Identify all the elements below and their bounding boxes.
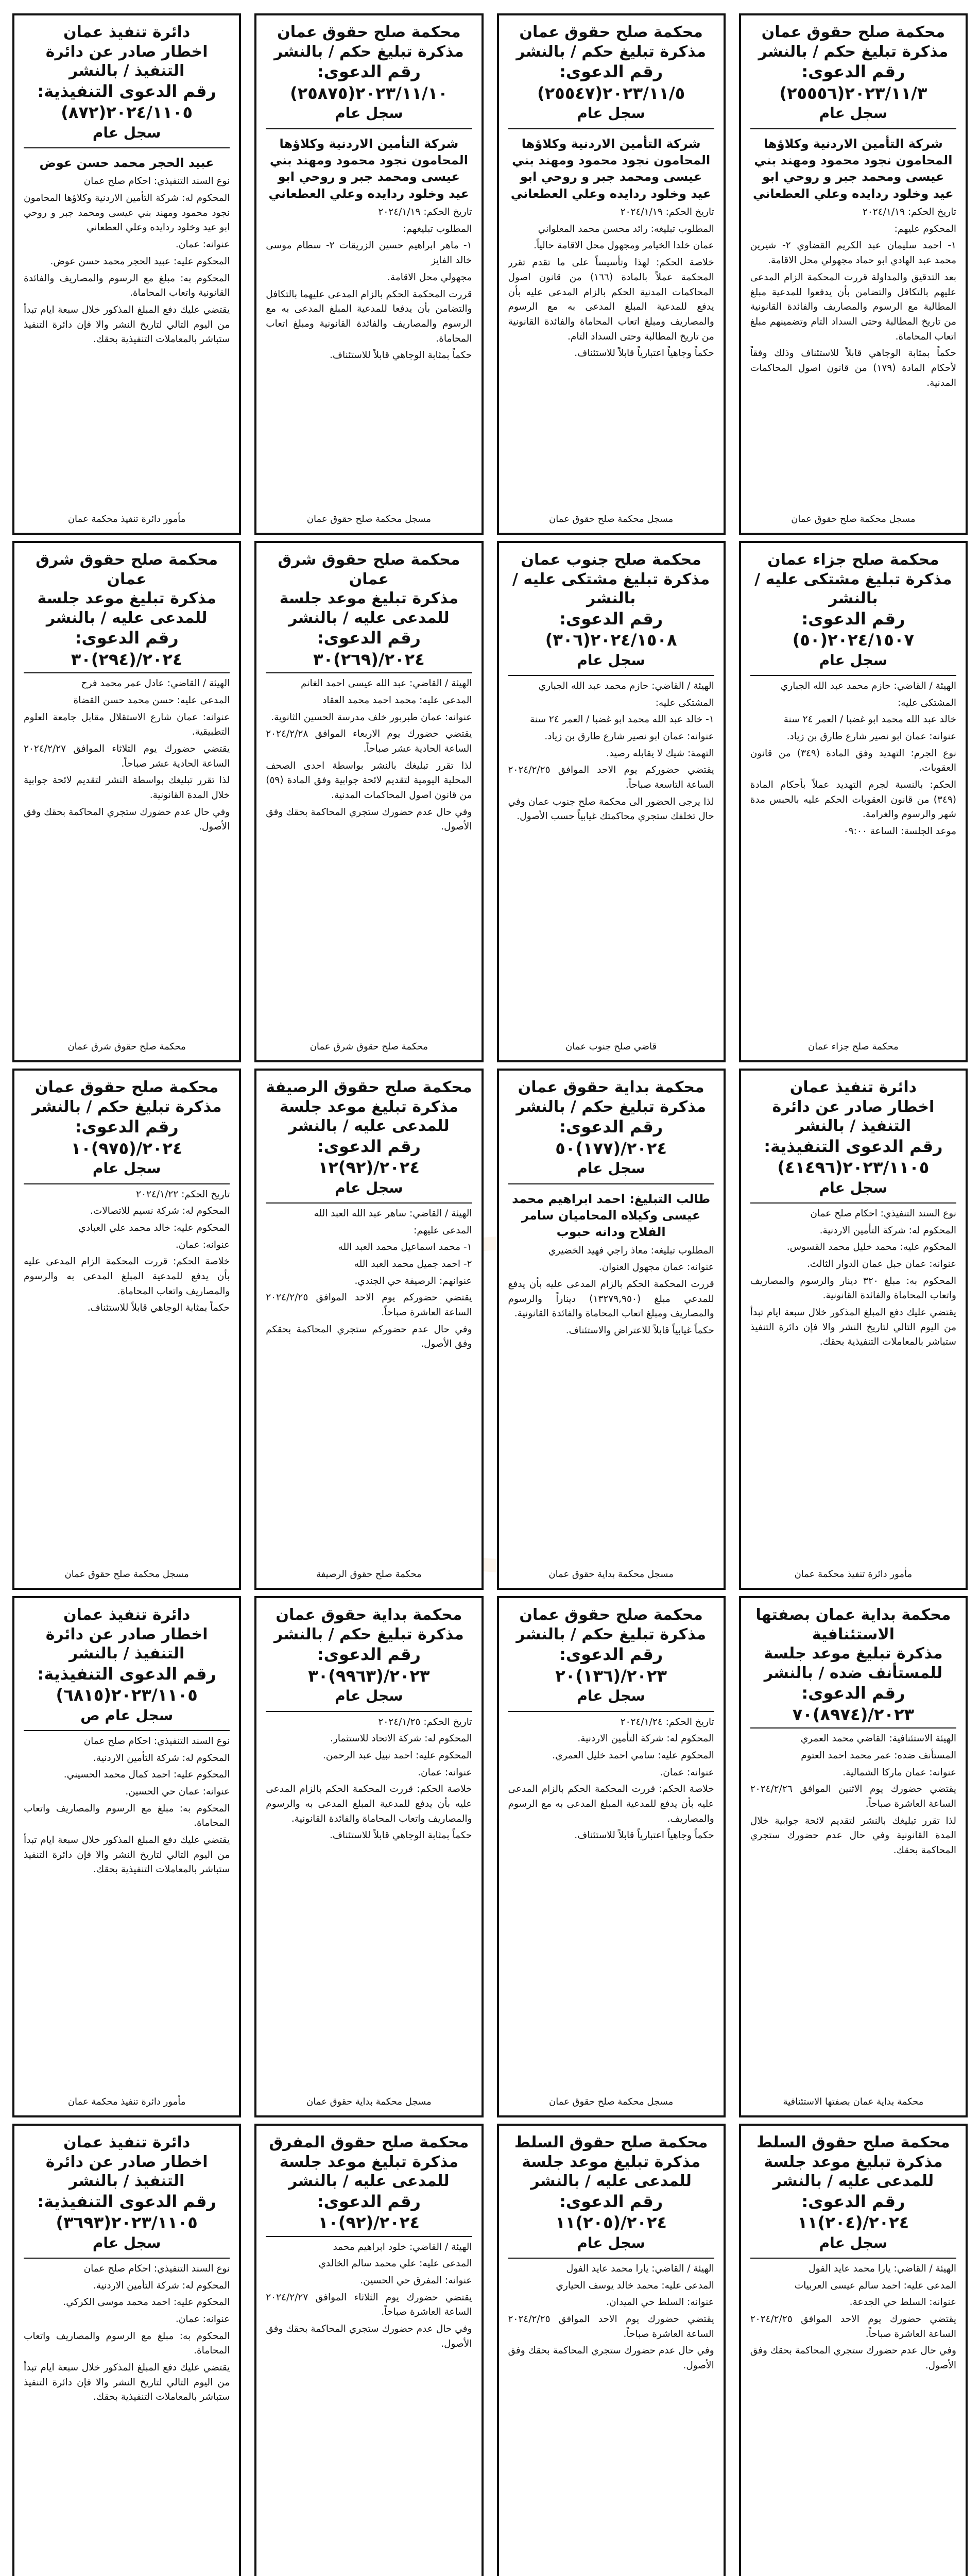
- notice-type: مذكرة تبليغ موعد جلسة للمدعى عليه / بالنشر: [37, 589, 216, 627]
- notice-paragraph: حكماً وجاهياً اعتبارياً قابلاً للاستئناف.: [574, 1830, 714, 1841]
- notice-organization: محكمة بداية حقوق عمان: [518, 1078, 704, 1096]
- notice-paragraph: المحكوم له: شركة التأمين الاردنية.: [819, 1225, 956, 1236]
- notice-type: مذكرة تبليغ حكم / بالنشر: [516, 42, 707, 61]
- notice-paragraph: الهيئة / القاضي: عبد الله عيسى احمد الغانم: [301, 678, 472, 689]
- notice-type: اخطار صادر عن دائرة التنفيذ / بالنشر: [772, 1097, 935, 1135]
- notice-paragraph: المدعى عليه: حسن محمد حسن القضاة: [73, 694, 230, 706]
- notice-paragraph: مجهولي محل الاقامة.: [387, 272, 472, 283]
- notice-paragraph: تاريخ الحكم: ٢٠٢٤/١/١٩: [620, 207, 714, 218]
- notice-register: سجل عام: [577, 105, 645, 122]
- notice-type: مذكرة تبليغ موعد جلسة للمستأنف ضده / بالنشر: [764, 1645, 943, 1682]
- notice-signature: محكمة بداية عمان بصفتها الاستئنافية: [783, 2096, 924, 2107]
- notice-paragraph: المحكوم عليه: عبيد الحجر محمد حسن عوض.: [50, 256, 230, 267]
- notice-paragraph: نوع السند التنفيذي: احكام صلح عمان: [83, 176, 230, 187]
- notice-signature: مسجل محكمة صلح حقوق عمان: [64, 1568, 189, 1580]
- legal-notice: [12, 1069, 241, 1590]
- notice-paragraph: خالد عبد الله محمد ابو غضبا / العمر ٢٤ سنة: [783, 714, 956, 725]
- notice-paragraph: المحكوم عليه: احمد كمال محمد الحسيني.: [63, 1769, 230, 1781]
- notice-case-number: رقم الدعوى: ٢٠٢٣/(٨٩٧٤)٧٠: [792, 1683, 914, 1724]
- legal-notice: [12, 1596, 241, 2117]
- notice-body: [750, 1207, 956, 1565]
- notice-paragraph: تاريخ الحكم: ٢٠٢٤/١/٢٢: [136, 1189, 230, 1200]
- notice-paragraph: يقتضي عليك دفع المبلغ المذكور خلال سبعة ايام تبدأ من اليوم التالي لتاريخ النشر والا فإن دائرة التنفيذ ستباشر بالمعاملات التنفيذية بحقك.: [24, 2362, 230, 2403]
- legal-notice: [497, 1596, 726, 2117]
- notice-type: مذكرة تبليغ حكم / بالنشر: [273, 1625, 464, 1643]
- notice-paragraph: نوع السند التنفيذي: احكام صلح عمان: [83, 1736, 230, 1747]
- notice-register: سجل عام: [92, 2234, 161, 2251]
- notice-organization: محكمة صلح جزاء عمان: [767, 551, 939, 569]
- notice-paragraph: يقتضي حضورك يوم الثلاثاء الموافق ٢٠٢٤/٢/٢٧ الساعة العاشرة صباحاً.: [266, 2292, 472, 2318]
- notice-paragraph: ١- محمد اسماعيل محمد العبد الله: [338, 1242, 472, 1253]
- notice-case-number: رقم الدعوى: ٢٠٢٣/١١/٥(٢٥٥٤٧): [537, 62, 685, 103]
- notice-register: سجل عام: [577, 2234, 645, 2251]
- notice-organization: محكمة بداية حقوق عمان: [276, 1606, 462, 1624]
- notice-type: مذكرة تبليغ حكم / بالنشر: [273, 42, 464, 61]
- notice-paragraph: عنوانه: عمان ابو نصير شارع طارق بن زياد.: [786, 731, 956, 742]
- divider: [750, 1727, 956, 1728]
- notice-paragraph: يقتضي عليك دفع المبلغ المذكور خلال سبعة ايام تبدأ من اليوم التالي لتاريخ النشر والا فإن دائرة التنفيذ ستباشر بالمعاملات التنفيذية بحقك.: [24, 304, 230, 345]
- notice-paragraph: عنوانه: عمان.: [175, 1239, 230, 1250]
- notice-paragraph: عنوانهم: الرصيفة حي الجندي.: [354, 1275, 472, 1286]
- notice-signature: مسجل محكمة بداية حقوق عمان: [306, 2096, 432, 2107]
- notice-case-number: رقم الدعوى: ٢٠٢٤/١٥٠٧(٥٠): [792, 608, 914, 650]
- notice-organization: محكمة صلح حقوق عمان: [519, 23, 703, 41]
- divider: [508, 675, 714, 676]
- notice-register: سجل عام: [819, 651, 888, 669]
- legal-notice: [254, 541, 483, 1062]
- notice-paragraph: نوع الجرم: التهديد وفق المادة (٣٤٩) من قانون العقوبات.: [750, 748, 956, 774]
- notice-paragraph: الهيئة الاستئنافية: القاضي محمد العمري: [800, 1733, 956, 1744]
- notice-signature: محكمة صلح جزاء عمان: [808, 1041, 899, 1052]
- notice-paragraph: تاريخ الحكم: ٢٠٢٤/١/٢٥: [378, 1716, 472, 1727]
- notice-paragraph: حكماً بمثابة الوجاهي قابلاً للاستئناف.: [87, 1302, 230, 1314]
- notice-organization: محكمة صلح حقوق المفرق: [269, 2133, 469, 2151]
- notice-paragraph: ١- ماهر ابراهيم حسين الزريقات ٢- سطام موسى خالد الفايز: [266, 240, 472, 266]
- notice-paragraph: لذا تقرر تبليغك بالنشر بواسطة احدى الصحف المحلية اليومية لتقديم لائحة جوابية وفق المادة (٥٩) من قانون اصول المحاكمات المدنية.: [266, 760, 472, 801]
- notice-paragraph: الهيئة / القاضي: عادل عمر محمد فرح: [81, 678, 230, 689]
- notice-paragraph: تاريخ الحكم: ٢٠٢٤/١/١٩: [378, 207, 472, 218]
- notice-case-number: رقم الدعوى: ٢٠٢٤/(٢٩٤)٣٠: [71, 628, 183, 669]
- notice-paragraph: يقتضي حضورك يوم الاثنين الموافق ٢٠٢٤/٢/٢٦ الساعة العاشرة صباحاً.: [750, 1784, 956, 1809]
- notice-paragraph: الحكم: بالنسبة لجرم التهديد عملاً بأحكام المادة (٣٤٩) من قانون العقوبات الحكم عليه بالحبس مدة شهر والرسوم والغرامة.: [750, 779, 956, 820]
- notice-paragraph: عنوانه: عمان جبل عمان الدوار الثالث.: [806, 1259, 956, 1270]
- notice-case-number: رقم الدعوى: ٢٠٢٤/(٩٧٥)١٠: [71, 1117, 183, 1158]
- notice-body: [750, 2262, 956, 2576]
- notice-signature: مسجل محكمة صلح حقوق عمان: [548, 513, 674, 524]
- notice-organization: محكمة صلح حقوق عمان: [35, 1078, 219, 1096]
- notice-paragraph: عنوانه: عمان شارع الاستقلال مقابل جامعة العلوم التطبيقية.: [24, 711, 230, 738]
- notice-paragraph: ٢- احمد جميل محمد العبد الله: [354, 1259, 472, 1270]
- notice-body: [508, 205, 714, 510]
- notice-paragraph: تاريخ الحكم: ٢٠٢٤/١/٢٤: [620, 1716, 714, 1727]
- notice-register: سجل عام: [335, 105, 403, 122]
- notice-case-number: رقم الدعوى: ٢٠٢٤/(٩٢)١٠: [317, 2191, 421, 2233]
- notice-type: مذكرة تبليغ حكم / بالنشر: [516, 1097, 707, 1116]
- notice-paragraph: نوع السند التنفيذي: احكام صلح عمان: [83, 2263, 230, 2275]
- notice-paragraph: عنوانه: عمان طبربور خلف مدرسة الحسين الثانوية.: [271, 711, 472, 723]
- notice-signature: مسجل محكمة صلح حقوق عمان: [791, 513, 916, 524]
- divider: [750, 128, 956, 129]
- notice-body: [266, 1715, 472, 2092]
- divider: [24, 2258, 230, 2259]
- notice-case-number: رقم الدعوى: ٢٠٢٣/(١٣٦)٢٠: [555, 1645, 667, 1686]
- notice-paragraph: المحكوم له: شركة التأمين الاردنية وكلاؤها المحامون نجود محمود ومهند بني عيسى ومحمد جبر و روحي ابو عيد وخلود ردايده وعلي العطعاني: [24, 193, 230, 233]
- notice-register: سجل عام: [335, 1687, 403, 1705]
- notice-organization: دائرة تنفيذ عمان: [63, 2133, 191, 2151]
- divider: [508, 1711, 714, 1712]
- notice-paragraph: حكماً بمثابة الوجاهي قابلاً للاستئناف وذلك وفقاً لأحكام المادة (١٧٩) من قانون اصول المحاكمات المدنية.: [750, 348, 956, 388]
- notice-paragraph: عنوانه: عمان مجهول العنوان.: [598, 1262, 714, 1273]
- notice-case-number: رقم الدعوى: ٢٠٢٣/١١/١٠(٢٥٨٧٥): [290, 62, 448, 103]
- notice-signature: مأمور دائرة تنفيذ محكمة عمان: [794, 1568, 913, 1580]
- notice-paragraph: يقتضي حضوركم يوم الاحد الموافق ٢٠٢٤/٢/٢٥ الساعة العاشرة صباحاً.: [266, 1292, 472, 1318]
- divider: [750, 1202, 956, 1204]
- legal-notice: [739, 13, 968, 535]
- notice-paragraph: الهيئة / القاضي: حازم محمد عبد الله الجباري: [538, 681, 714, 692]
- notice-organization: محكمة صلح حقوق شرق عمان: [278, 551, 460, 588]
- notice-paragraph: حكماً وجاهياً اعتبارياً قابلاً للاستئناف.: [574, 348, 714, 359]
- divider: [24, 1730, 230, 1731]
- notice-paragraph: المدعى عليهم:: [414, 1225, 472, 1236]
- notice-paragraph: بعد التدقيق والمداولة قررت المحكمة الزام المدعى عليهم بالتكافل والتضامن بأن يدفعوا للمدعية مبلغ المطالبة مع الرسوم والمصاريف والفائدة القانونية من تاريخ المطالبة وحتى السداد التام وتضمينهم مبلغ اتعاب المحاماة.: [750, 272, 956, 342]
- notice-organization: دائرة تنفيذ عمان: [63, 23, 191, 41]
- notice-paragraph: يقتضي حضوركم يوم الاحد الموافق ٢٠٢٤/٢/٢٥ الساعة التاسعة صباحاً.: [508, 765, 714, 791]
- notice-organization: محكمة صلح حقوق السلط: [514, 2133, 708, 2151]
- notice-case-number: رقم الدعوى التنفيذية: ٢٠٢٣/١١٠٥(٤١٤٩٦): [764, 1136, 943, 1178]
- notice-paragraph: التهمة: شيك لا يقابله رصيد.: [606, 748, 714, 759]
- notice-body: [750, 679, 956, 1037]
- notice-body: [24, 676, 230, 1037]
- notice-paragraph: الهيئة / القاضي: يارا محمد عايد الفول: [809, 2263, 956, 2275]
- legal-notice: [497, 541, 726, 1062]
- notice-body: [508, 679, 714, 1037]
- notice-signature: مسجل محكمة صلح حقوق عمان: [306, 513, 432, 524]
- notice-type: مذكرة تبليغ مشتكى عليه / بالنشر: [754, 570, 952, 607]
- legal-notice: [12, 13, 241, 535]
- notice-paragraph: الهيئة / القاضي: يارا محمد عايد الفول: [566, 2263, 714, 2275]
- notice-body: [266, 205, 472, 510]
- notice-paragraph: لذا تقرر تبليغك بالنشر لتقديم لائحة جوابية خلال المدة القانونية وفي حال عدم حضورك ستجري المحاكمة بحقك.: [750, 1815, 956, 1856]
- legal-notice: [254, 1596, 483, 2117]
- notice-paragraph: قررت المحكمة الحكم بالزام المدعى عليه بأن يدفع للمدعي مبلغ (١٣٢٧٩,٩٥٠) ديناراً والرسوم والمصاريف ومبلغ اتعاب المحاماة والفائدة القانونية.: [508, 1279, 714, 1319]
- notice-paragraph: لذا تقرر تبليغك بواسطة النشر لتقديم لائحة جوابية خلال المدة القانونية.: [24, 775, 230, 801]
- notice-body: [508, 2262, 714, 2576]
- notice-paragraph: الهيئة / القاضي: حازم محمد عبد الله الجباري: [780, 681, 956, 692]
- notice-body: [24, 174, 230, 509]
- notice-body: [266, 676, 472, 1037]
- divider: [266, 672, 472, 673]
- notice-paragraph: خلاصة الحكم: لهذا وتأسيساً على ما تقدم تقرر المحكمة عملاً بالمادة (١٦٦) من قانون اصول المحاكمات المدنية الحكم بالزام المدعى عليه بأن يدفع للمدعية المبلغ المدعى به مع الرسوم والمصاريف ومبلغ اتعاب المحاماة والفائدة القانونية من تاريخ المطالبة وحتى السداد التام.: [508, 257, 714, 342]
- legal-notice: [739, 2124, 968, 2576]
- notice-paragraph: حكماً بمثابة الوجاهي قابلاً للاستئناف.: [329, 350, 472, 361]
- notice-paragraph: المحكوم به: مبلغ ٣٢٠ دينار والرسوم والمصاريف واتعاب المحاماة والفائدة القانونية.: [750, 1275, 956, 1301]
- notice-paragraph: المدعى عليه: احمد سالم عيسى العربيات: [794, 2280, 956, 2291]
- notice-type: مذكرة تبليغ حكم / بالنشر: [758, 42, 949, 61]
- notice-body: [266, 1207, 472, 1565]
- legal-notice: [739, 1596, 968, 2117]
- divider: [508, 1183, 714, 1184]
- notice-signature: مسجل محكمة صلح حقوق عمان: [548, 2096, 674, 2107]
- notice-paragraph: عنوانه: عمان حي الحسين.: [125, 1786, 230, 1798]
- notice-paragraph: عنوانه: عمان.: [418, 1767, 472, 1778]
- legal-notice: [254, 13, 483, 535]
- notice-paragraph: يقتضي حضورك يوم الثلاثاء الموافق ٢٠٢٤/٢/٢٧ الساعة الحادية عشر صباحاً.: [24, 743, 230, 769]
- divider: [508, 2258, 714, 2259]
- notice-paragraph: المحكوم به: مبلغ مع الرسوم والمصاريف واتعاب المحاماة.: [24, 2330, 230, 2357]
- notice-case-number: رقم الدعوى: ٢٠٢٣/(٩٩٦٣)٣٠: [308, 1645, 430, 1686]
- notice-case-number: رقم الدعوى التنفيذية: ٢٠٢٣/١١٠٥(٦٨١٥): [37, 1664, 216, 1705]
- legal-notice: [497, 1069, 726, 1590]
- notice-register: سجل عام: [92, 124, 161, 141]
- notice-paragraph: وفي حال عدم حضورك ستجري المحاكمة بحقك وفق الأصول.: [750, 2345, 956, 2371]
- notice-case-number: رقم الدعوى: ٢٠٢٤/١٥٠٨(٣٠٦): [545, 608, 677, 650]
- notice-paragraph: حكماً بمثابة الوجاهي قابلاً للاستئناف.: [329, 1830, 472, 1841]
- legal-notice: [12, 2124, 241, 2576]
- notice-paragraph: المحكوم عليه: احمد محمد موسى الكركي.: [63, 2297, 230, 2308]
- notice-paragraph: المحكوم عليه: سامي احمد خليل العمري.: [552, 1750, 714, 1761]
- notice-type: مذكرة تبليغ حكم / بالنشر: [516, 1625, 707, 1643]
- notice-register: سجل عام: [819, 2234, 888, 2251]
- notice-organization: محكمة صلح حقوق شرق عمان: [36, 551, 218, 588]
- notice-paragraph: المطلوب تبليغهم:: [403, 223, 472, 234]
- divider: [750, 675, 956, 676]
- notice-signature: مسجل محكمة بداية حقوق عمان: [548, 1568, 674, 1580]
- notice-organization: محكمة صلح حقوق السلط: [757, 2133, 950, 2151]
- notice-organization: محكمة صلح جنوب عمان: [521, 551, 701, 569]
- notice-party-heading: شركة التأمين الاردنية وكلاؤها المحامون نجود محمود ومهند بني عيسى ومحمد جبر و روحي ابو عيد وخلود ردايده وعلي العطعاني: [268, 136, 470, 201]
- notice-paragraph: نوع السند التنفيذي: احكام صلح عمان: [810, 1208, 956, 1219]
- notice-paragraph: يقتضي حضورك يوم الاحد الموافق ٢٠٢٤/٢/٢٥ الساعة العاشرة صباحاً.: [750, 2314, 956, 2340]
- notice-paragraph: المحكوم به: مبلغ مع الرسوم والمصاريف واتعاب المحاماة.: [24, 1803, 230, 1829]
- notice-paragraph: المدعى عليه: علي محمد سالم الخالدي: [318, 2258, 472, 2269]
- notice-case-number: رقم الدعوى: ٢٠٢٤/(٢٠٥)١١: [555, 2191, 667, 2233]
- notice-paragraph: موعد الجلسة: الساعة ٠٩:٠٠: [843, 826, 956, 837]
- notice-body: [750, 1732, 956, 2092]
- notice-type: اخطار صادر عن دائرة التنفيذ / بالنشر: [45, 2153, 208, 2190]
- notice-paragraph: خلاصة الحكم: قررت المحكمة الزام المدعى عليه بأن يدفع للمدعية المبلغ المدعى به والرسوم والمصاريف واتعاب المحاماة.: [24, 1256, 230, 1297]
- notice-body: [508, 1715, 714, 2092]
- divider: [266, 1202, 472, 1204]
- notice-organization: محكمة صلح حقوق عمان: [761, 23, 945, 41]
- divider: [508, 128, 714, 129]
- notice-type: اخطار صادر عن دائرة التنفيذ / بالنشر: [45, 42, 208, 80]
- notice-register: سجل عام: [819, 1179, 888, 1196]
- notice-body: [508, 1244, 714, 1565]
- notice-paragraph: المطلوب تبليغه: معاذ راجي فهيد الخضيري: [548, 1245, 714, 1256]
- notice-organization: محكمة صلح حقوق عمان: [277, 23, 461, 41]
- notice-register: سجل عام: [335, 1179, 403, 1196]
- legal-notice: [497, 2124, 726, 2576]
- notice-paragraph: المدعى عليه: محمد خالد يوسف الحياري: [556, 2280, 714, 2291]
- notice-body: [24, 1188, 230, 1565]
- legal-notice: [497, 13, 726, 535]
- notice-signature: محكمة صلح حقوق الرصيفة: [316, 1568, 422, 1580]
- divider: [24, 672, 230, 673]
- notice-paragraph: عنوانه: عمان ابو نصير شارع طارق بن زياد.: [544, 731, 714, 742]
- notice-body: [750, 205, 956, 510]
- notice-organization: محكمة بداية عمان بصفتها الاستئنافية: [755, 1606, 951, 1643]
- legal-notice: [254, 2124, 483, 2576]
- legal-notice: [739, 1069, 968, 1590]
- notice-paragraph: عنوانه: السلط حي الجدعة.: [849, 2297, 956, 2308]
- notice-paragraph: عنوانه: عمان.: [175, 239, 230, 250]
- notice-paragraph: المحكوم عليه: محمد خليل محمد القسوس.: [786, 1242, 956, 1253]
- notice-signature: محكمة صلح حقوق شرق عمان: [310, 1041, 428, 1052]
- notice-party-heading: شركة التأمين الاردنية وكلاؤها المحامون نجود محمود ومهند بني عيسى ومحمد جبر و روحي ابو عيد وخلود ردايده وعلي العطعاني: [510, 136, 712, 201]
- notice-paragraph: الهيئة / القاضي: ساهر عبد الله العبد الله: [314, 1208, 472, 1219]
- notice-type: مذكرة تبليغ موعد جلسة للمدعى عليه / بالنشر: [764, 2153, 943, 2190]
- notice-register: سجل عام: [577, 1160, 645, 1177]
- divider: [266, 128, 472, 129]
- notice-paragraph: عنوانه: عمان.: [660, 1767, 714, 1778]
- notice-type: مذكرة تبليغ موعد جلسة للمدعى عليه / بالنشر: [279, 589, 459, 627]
- notice-register: سجل عام: [577, 651, 645, 669]
- notice-type: مذكرة تبليغ حكم / بالنشر: [31, 1097, 222, 1116]
- notice-case-number: رقم الدعوى: ٢٠٢٣/١١/٣(٢٥٥٥٦): [779, 62, 927, 103]
- notice-paragraph: المحكوم عليه: خالد محمد علي العبادي: [78, 1222, 230, 1233]
- notice-paragraph: المشتكى عليه:: [655, 697, 714, 708]
- notice-paragraph: المشتكى عليه:: [898, 697, 956, 708]
- notice-case-number: رقم الدعوى: ٢٠٢٤/(٩٢)١٢: [317, 1136, 421, 1178]
- notice-paragraph: يقتضي حضورك يوم الاربعاء الموافق ٢٠٢٤/٢/٢٨ الساعة الحادية عشر صباحاً.: [266, 728, 472, 754]
- notice-signature: محكمة صلح حقوق شرق عمان: [67, 1041, 186, 1052]
- notice-paragraph: المحكوم له: شركة التأمين الاردنية.: [577, 1733, 714, 1744]
- notice-type: مذكرة تبليغ موعد جلسة للمدعى عليه / بالنشر: [279, 1097, 459, 1135]
- notices-grid: [12, 13, 968, 2576]
- notice-paragraph: وفي حال عدم حضورك ستجري المحاكمة بحقك وفق الأصول.: [508, 2345, 714, 2371]
- notice-paragraph: المحكوم به: مبلغ مع الرسوم والمصاريف والفائدة القانونية واتعاب المحاماة.: [24, 273, 230, 299]
- notice-register: سجل عام ص: [80, 1706, 174, 1724]
- notice-paragraph: المحكوم له: شركة الاتحاد للاستثمار.: [330, 1733, 472, 1744]
- notice-paragraph: المحكوم له: شركة التأمين الاردنية.: [93, 2280, 230, 2291]
- notice-body: [24, 2262, 230, 2576]
- notice-paragraph: المحكوم له: شركة نسيم للاتصالات.: [90, 1206, 230, 1217]
- notice-case-number: رقم الدعوى: ٢٠٢٤/(١٧٧)٥٠: [555, 1117, 667, 1158]
- notice-paragraph: المدعى عليه: محمد احمد محمد العقاد: [322, 694, 472, 706]
- notice-case-number: رقم الدعوى التنفيذية: ٢٠٢٤/١١٠٥(٨٧٢): [37, 81, 216, 123]
- legal-notice: [254, 1069, 483, 1590]
- notice-organization: دائرة تنفيذ عمان: [63, 1606, 191, 1624]
- notice-paragraph: عنوانه: المفرق حي الحسين.: [360, 2275, 472, 2286]
- notice-paragraph: وفي حال عدم حضورك ستجري المحاكمة بحقك وفق الأصول.: [266, 2324, 472, 2349]
- notice-paragraph: عنوانه: السلط حي الميدان.: [606, 2297, 714, 2308]
- notice-organization: دائرة تنفيذ عمان: [789, 1078, 917, 1096]
- notice-type: مذكرة تبليغ موعد جلسة للمدعى عليه / بالنشر: [279, 2153, 459, 2190]
- notice-paragraph: يقتضي عليك دفع المبلغ المذكور خلال سبعة ايام تبدأ من اليوم التالي لتاريخ النشر والا فإن دائرة التنفيذ ستباشر بالمعاملات التنفيذية بحقك.: [24, 1835, 230, 1875]
- legal-notice: [739, 541, 968, 1062]
- notice-paragraph: وفي حال عدم حضوركم ستجري المحاكمة بحقكم وفق الأصول.: [266, 1324, 472, 1350]
- notice-paragraph: خلاصة الحكم: قررت المحكمة الحكم بالزام المدعى عليه بأن يدفع للمدعية المبلغ المدعى به والرسوم والمصاريف واتعاب المحاماة والفائدة القانونية.: [266, 1784, 472, 1824]
- notice-paragraph: خلاصة الحكم: قررت المحكمة الحكم بالزام المدعى عليه بأن يدفع للمدعية المبلغ المدعى به مع الرسوم والمصاريف.: [508, 1784, 714, 1824]
- notice-body: [24, 1734, 230, 2092]
- notice-paragraph: تاريخ الحكم: ٢٠٢٤/١/١٩: [862, 207, 956, 218]
- notice-signature: مأمور دائرة تنفيذ محكمة عمان: [67, 2096, 186, 2107]
- notice-paragraph: عنوانه: عمان.: [175, 2314, 230, 2325]
- notice-paragraph: ١- خالد عبد الله محمد ابو غضبا / العمر ٢٤ سنة: [529, 714, 714, 725]
- notice-organization: محكمة صلح حقوق الرصيفة: [266, 1078, 472, 1096]
- divider: [24, 147, 230, 148]
- notice-case-number: رقم الدعوى: ٢٠٢٤/(٢٠٤)١١: [797, 2191, 909, 2233]
- notice-paragraph: وفي حال عدم حضورك ستجري المحاكمة بحقك وفق الأصول.: [24, 806, 230, 833]
- notice-organization: محكمة صلح حقوق عمان: [519, 1606, 703, 1624]
- notice-register: سجل عام: [577, 1687, 645, 1705]
- notice-paragraph: يقتضي عليك دفع المبلغ المذكور خلال سبعة ايام تبدأ من اليوم التالي لتاريخ النشر والا فإن دائرة التنفيذ ستباشر بالمعاملات التنفيذية بحقك.: [750, 1307, 956, 1348]
- notice-case-number: رقم الدعوى التنفيذية: ٢٠٢٣/١١٠٥(٣٦٩٣): [37, 2191, 216, 2233]
- notice-party-heading: عبيد الحجر محمد حسن عوض: [39, 156, 214, 171]
- notice-signature: مأمور دائرة تنفيذ محكمة عمان: [67, 513, 186, 524]
- notice-type: مذكرة تبليغ مشتكى عليه / بالنشر: [512, 570, 710, 607]
- notice-paragraph: المطلوب تبليغه: رائد محسن محمد المعلواني: [538, 223, 714, 234]
- notice-case-number: رقم الدعوى: ٢٠٢٤/(٢٦٩)٣٠: [313, 628, 425, 669]
- notice-body: [266, 2240, 472, 2576]
- notice-paragraph: حكماً غيابياً قابلاً للاعتراض والاستئناف.: [565, 1325, 714, 1336]
- notice-type: مذكرة تبليغ موعد جلسة للمدعى عليه / بالنشر: [521, 2153, 701, 2190]
- notice-party-heading: شركة التأمين الاردنية وكلاؤها المحامون نجود محمود ومهند بني عيسى ومحمد جبر و روحي ابو عيد وخلود ردايده وعلي العطعاني: [753, 136, 954, 201]
- notice-paragraph: عنوانه: عمان ماركا الشمالية.: [843, 1767, 956, 1778]
- divider: [266, 1711, 472, 1712]
- notice-paragraph: الهيئة / القاضي: خلود ابراهيم محمد: [333, 2241, 472, 2252]
- notice-register: سجل عام: [819, 105, 888, 122]
- notice-party-heading: طالب التبليغ: احمد ابراهيم محمد عيسى وكيلاه المحاميان سامر الفلاح ودانه حبوب: [512, 1191, 711, 1240]
- notice-paragraph: لذا يرجى الحضور الى محكمة صلح جنوب عمان وفي حال تخلفك ستجري محاكمتك غيابياً حسب الأصول.: [508, 796, 714, 822]
- notice-signature: قاضي صلح جنوب عمان: [565, 1041, 657, 1052]
- legal-notice: [12, 541, 241, 1062]
- notice-paragraph: وفي حال عدم حضورك ستجري المحاكمة بحقك وفق الأصول.: [266, 806, 472, 833]
- notice-paragraph: عمان خلدا الخيامر ومجهول محل الاقامة حالياً.: [534, 240, 714, 251]
- divider: [24, 1183, 230, 1184]
- notice-paragraph: ١- احمد سليمان عبد الكريم القضاوي ٢- شيرين محمد عبد الهادي ابو حماد مجهولي محل الاقامة.: [750, 240, 956, 266]
- notice-paragraph: المحكوم له: شركة التأمين الاردنية.: [93, 1752, 230, 1764]
- notice-register: سجل عام: [92, 1160, 161, 1177]
- divider: [750, 2258, 956, 2259]
- notice-paragraph: قررت المحكمة الحكم بالزام المدعى عليهما بالتكافل والتضامن بأن يدفعا للمدعية المبلغ المدعى به مع الرسوم والمصاريف والفائدة القانونية ومبلغ اتعاب المحاماة.: [266, 289, 472, 344]
- notice-type: اخطار صادر عن دائرة التنفيذ / بالنشر: [45, 1625, 208, 1663]
- notice-paragraph: المستأنف ضده: عمر محمد احمد العتوم: [801, 1750, 956, 1761]
- notice-paragraph: المحكوم عليهم:: [894, 223, 956, 234]
- divider: [266, 2236, 472, 2237]
- notice-paragraph: يقتضي حضورك يوم الاحد الموافق ٢٠٢٤/٢/٢٥ الساعة العاشرة صباحاً.: [508, 2314, 714, 2340]
- notice-paragraph: المحكوم عليه: احمد نبيل عبد الرحمن.: [322, 1750, 472, 1761]
